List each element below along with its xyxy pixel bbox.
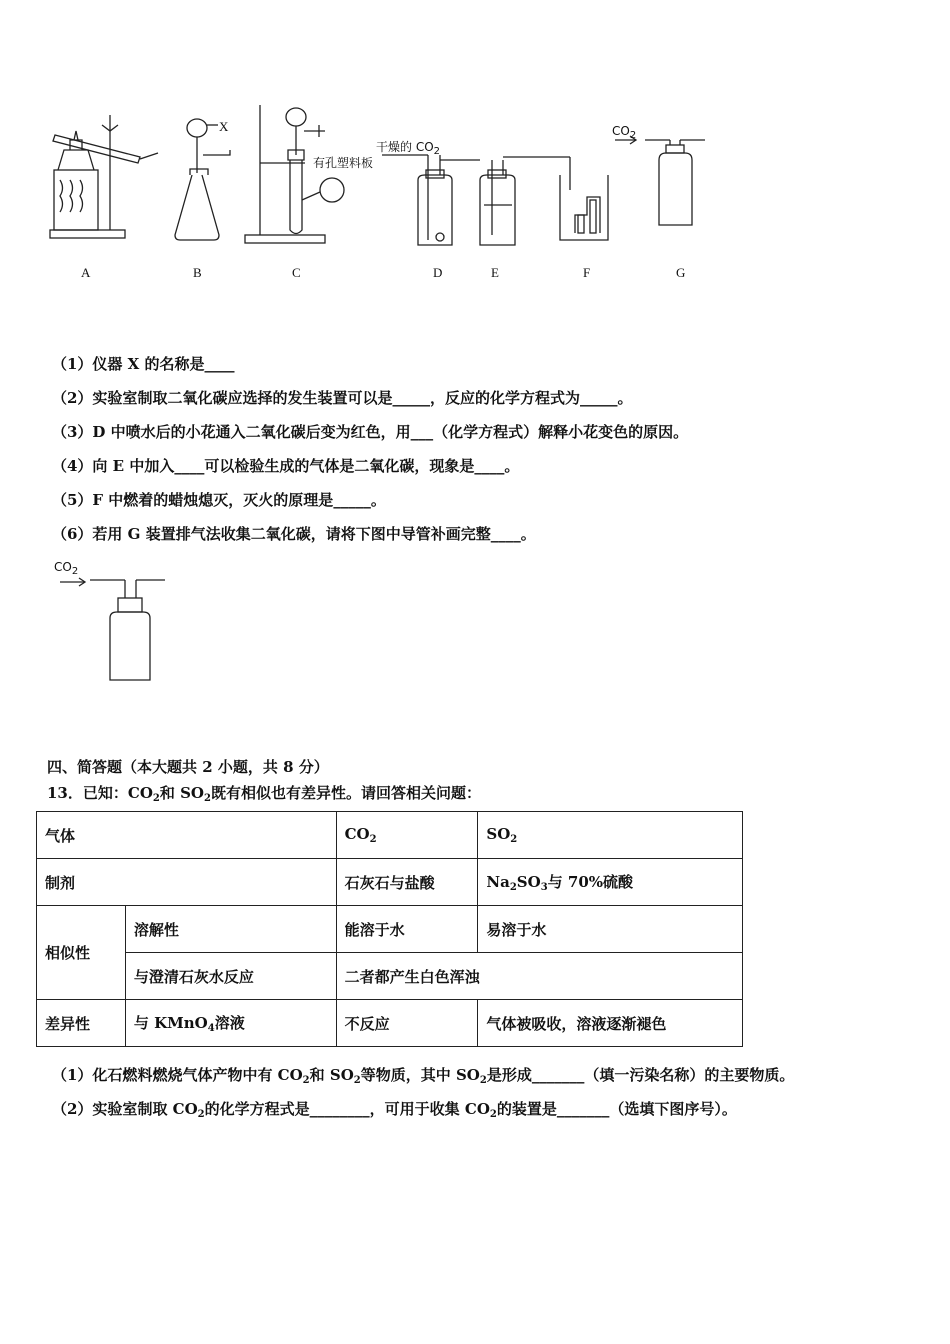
- label-c: C: [292, 265, 301, 280]
- solubility-label: 溶解性: [125, 906, 336, 953]
- table-row: [37, 906, 743, 953]
- apparatus-d: [382, 155, 480, 245]
- label-a: A: [81, 265, 91, 280]
- label-b: B: [193, 265, 202, 280]
- label-x: X: [219, 119, 229, 134]
- apparatus-a: [50, 115, 158, 238]
- kmno4-so2: 气体被吸收，溶液逐渐褪色: [478, 1000, 743, 1047]
- limewater-label: 与澄清石灰水反应: [125, 953, 336, 1000]
- question-13-2: （2）实验室制取 $CO_2$的化学方程式是________，可用于收集 $CO_2$的装置是_______（选填下图序号）。: [52, 1100, 737, 1120]
- question-1: （1）仪器 X 的名称是____: [52, 355, 235, 373]
- reagent-so2: $Na_2SO_3$与 70%硫酸: [478, 859, 743, 906]
- plastic-plate-annotation: 有孔塑料板: [313, 156, 374, 170]
- gas-bottle-figure: [50, 570, 180, 690]
- kmno4-co2: 不反应: [336, 1000, 478, 1047]
- kmno4-label: 与 KMnO$_4$溶液: [125, 1000, 336, 1047]
- apparatus-c: [245, 105, 344, 243]
- table-row: [37, 812, 743, 859]
- co2-label-g: $CO_2$: [612, 124, 637, 141]
- reagent-co2: 石灰石与盐酸: [336, 859, 478, 906]
- section-title: 四、简答题（本大题共 2 小题，共 8 分）: [47, 758, 329, 776]
- limewater-result: 二者都产生白色浑浊: [336, 953, 742, 1000]
- question-5: （5）F 中燃着的蜡烛熄灭，灭火的原理是_____。: [52, 491, 386, 509]
- dry-co2-annotation: 干燥的 $CO_2$: [376, 140, 441, 157]
- header-gas: 气体: [37, 812, 337, 859]
- question-4: （4）向 E 中加入____可以检验生成的气体是二氧化碳，现象是____。: [52, 457, 520, 475]
- table-row: [37, 1000, 743, 1047]
- table-row: [37, 859, 743, 906]
- label-g: G: [676, 265, 686, 280]
- question-6: （6）若用 G 装置排气法收集二氧化碳，请将下图中导管补画完整____。: [52, 525, 536, 543]
- similarity-label: 相似性: [37, 906, 126, 1000]
- label-e: E: [491, 265, 499, 280]
- table-row: [37, 953, 743, 1000]
- comparison-table: [36, 811, 743, 1047]
- question-13-intro: 13．已知：$CO_2$和 $SO_2$既有相似也有差异性。请回答相关问题：: [47, 784, 481, 804]
- reagent-label: 制剂: [37, 859, 337, 906]
- question-2: （2）实验室制取二氧化碳应选择的发生装置可以是_____，反应的化学方程式为_____。: [52, 389, 633, 407]
- header-co2: $CO_2$: [336, 812, 478, 859]
- question-3: （3）D 中喷水后的小花通入二氧化碳后变为红色，用___（化学方程式）解释小花变色的原因。: [52, 423, 689, 441]
- label-d: D: [433, 265, 443, 280]
- question-13-1: （1）化石燃料燃烧气体产物中有 $CO_2$和 $SO_2$等物质，其中 $SO_2$是形成_______（填一污染名称）的主要物质。: [52, 1066, 795, 1086]
- difference-label: 差异性: [37, 1000, 126, 1047]
- header-so2: $SO_2$: [478, 812, 743, 859]
- apparatus-e: [480, 157, 570, 245]
- solubility-so2: 易溶于水: [478, 906, 743, 953]
- small-fig-co2-label: $CO_2$: [54, 560, 79, 577]
- label-f: F: [583, 265, 591, 280]
- apparatus-f: [560, 175, 608, 240]
- apparatus-g: [615, 136, 705, 225]
- solubility-co2: 能溶于水: [336, 906, 478, 953]
- apparatus-b: [175, 119, 230, 240]
